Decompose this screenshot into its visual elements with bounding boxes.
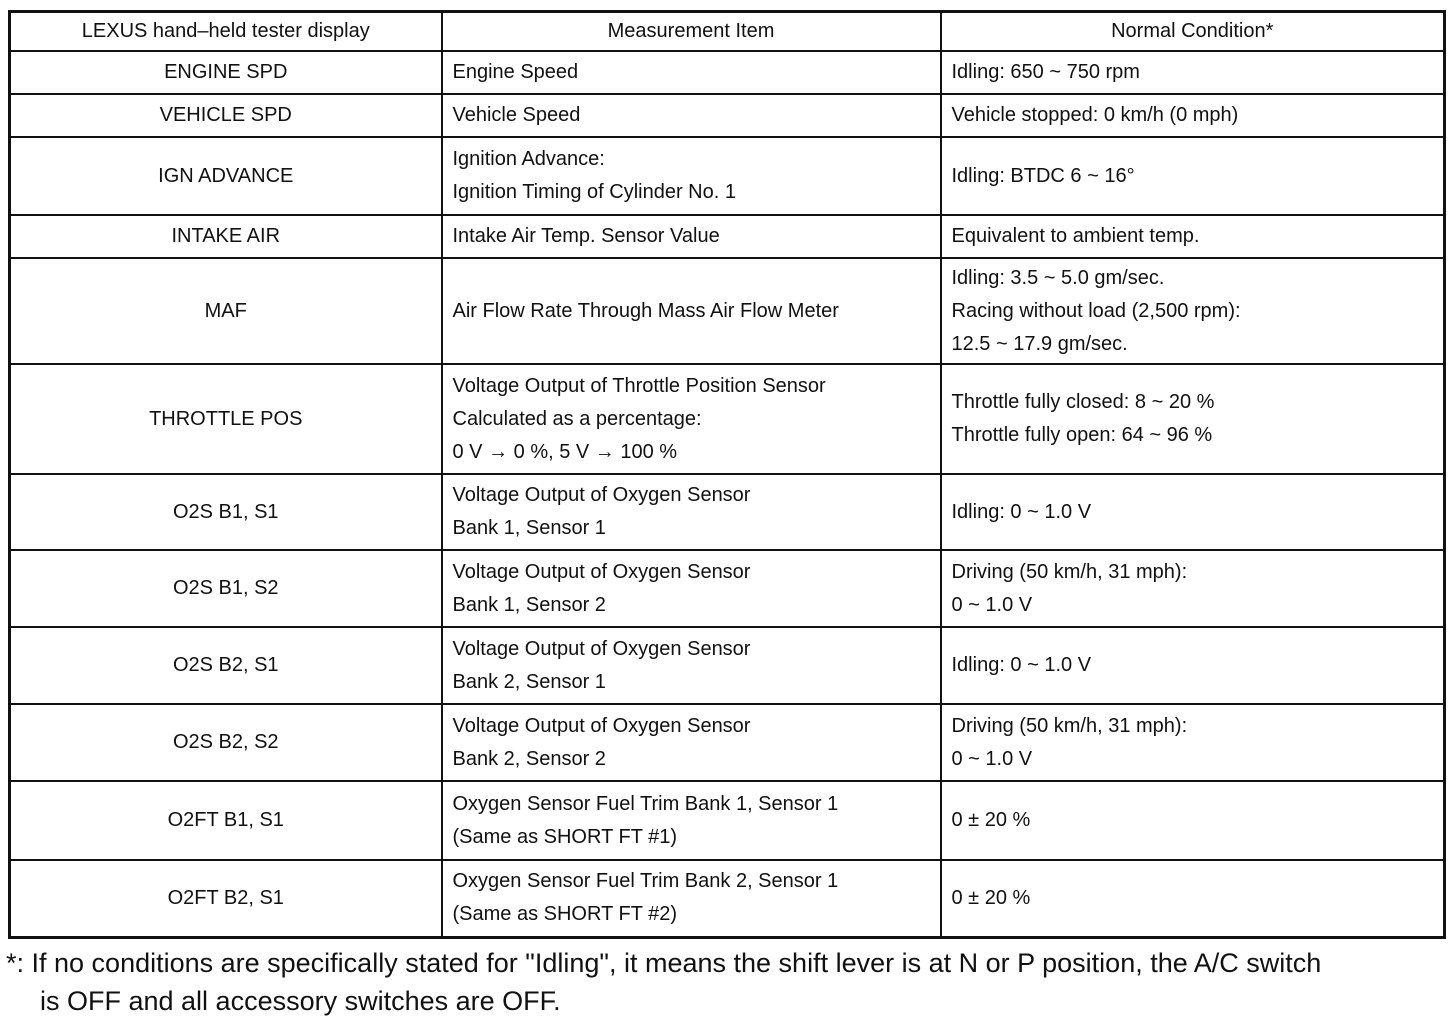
- measurement-item-cell: [442, 137, 941, 215]
- tester-display-cell: VEHICLE SPD: [10, 94, 442, 137]
- normal-condition-cell: [941, 215, 1445, 258]
- table-row: [10, 364, 1445, 474]
- normal-condition-cell: [941, 94, 1445, 137]
- table-row: [10, 215, 1445, 258]
- condition-line: Idling: 0 ~ 1.0 V: [951, 654, 1092, 676]
- normal-condition-cell: [941, 364, 1445, 474]
- table-row: [10, 474, 1445, 550]
- measurement-line: Oxygen Sensor Fuel Trim Bank 1, Sensor 1: [452, 792, 839, 815]
- condition-line: Vehicle stopped: 0 km/h (0 mph): [951, 104, 1239, 126]
- condition-line: Equivalent to ambient temp.: [951, 225, 1200, 247]
- measurement-line: 0 V → 0 %, 5 V → 100 %: [452, 440, 678, 463]
- tester-display-cell: INTAKE AIR: [10, 215, 442, 258]
- data-list-table: [8, 10, 1446, 939]
- table-row: [10, 627, 1445, 704]
- measurement-item-cell: [442, 258, 941, 364]
- normal-condition-cell: [941, 860, 1445, 937]
- measurement-line: Voltage Output of Oxygen Sensor: [452, 637, 751, 660]
- tester-display-cell: O2FT B1, S1: [10, 781, 442, 860]
- tester-display-cell: O2S B1, S2: [10, 550, 442, 627]
- measurement-line: Vehicle Speed: [452, 104, 581, 126]
- normal-condition-cell: [941, 627, 1445, 704]
- header-normal-condition: Normal Condition*: [941, 12, 1445, 52]
- measurement-line: Bank 1, Sensor 1: [452, 517, 606, 539]
- measurement-line: Oxygen Sensor Fuel Trim Bank 2, Sensor 1: [452, 870, 839, 893]
- measurement-line: Bank 2, Sensor 1: [452, 670, 606, 693]
- table-row: [10, 550, 1445, 627]
- measurement-line: Voltage Output of Throttle Position Sensor: [452, 374, 826, 397]
- header-tester-display: LEXUS hand–held tester display: [10, 12, 442, 52]
- condition-line: 0 ± 20 %: [951, 809, 1031, 831]
- table-row: [10, 258, 1445, 364]
- normal-condition-cell: [941, 704, 1445, 781]
- condition-line: 12.5 ~ 17.9 gm/sec.: [951, 332, 1128, 355]
- measurement-item-cell: [442, 94, 941, 137]
- condition-line: Idling: 0 ~ 1.0 V: [951, 500, 1092, 523]
- measurement-line: Ignition Timing of Cylinder No. 1: [452, 181, 736, 203]
- tester-display-cell: MAF: [10, 258, 442, 364]
- table-row: [10, 860, 1445, 937]
- normal-condition-cell: [941, 781, 1445, 860]
- measurement-item-cell: [442, 215, 941, 258]
- measurement-line: Bank 1, Sensor 2: [452, 593, 606, 616]
- condition-line: Idling: 3.5 ~ 5.0 gm/sec.: [951, 266, 1165, 289]
- tester-display-cell: THROTTLE POS: [10, 364, 442, 474]
- normal-condition-cell: [941, 550, 1445, 627]
- tester-display-cell: O2FT B2, S1: [10, 860, 442, 937]
- condition-line: 0 ± 20 %: [951, 886, 1031, 909]
- tester-display-cell: ENGINE SPD: [10, 51, 442, 94]
- table-row: [10, 137, 1445, 215]
- measurement-item-cell: [442, 781, 941, 860]
- measurement-line: (Same as SHORT FT #2): [452, 903, 678, 926]
- condition-line: Throttle fully closed: 8 ~ 20 %: [951, 391, 1215, 413]
- table-row: [10, 94, 1445, 137]
- footnote: [6, 944, 1451, 1020]
- tester-display-cell: O2S B2, S1: [10, 627, 442, 704]
- measurement-line: Bank 2, Sensor 2: [452, 747, 606, 770]
- footnote-line-2: is OFF and all accessory switches are OFF.: [40, 986, 561, 1016]
- measurement-item-cell: [442, 860, 941, 937]
- measurement-line: Voltage Output of Oxygen Sensor: [452, 714, 751, 737]
- tester-display-cell: O2S B1, S1: [10, 474, 442, 550]
- normal-condition-cell: [941, 474, 1445, 550]
- condition-line: Racing without load (2,500 rpm):: [951, 299, 1241, 322]
- normal-condition-cell: [941, 51, 1445, 94]
- measurement-line: (Same as SHORT FT #1): [452, 825, 678, 848]
- measurement-item-cell: [442, 704, 941, 781]
- normal-condition-cell: [941, 258, 1445, 364]
- measurement-line: Air Flow Rate Through Mass Air Flow Meter: [452, 299, 839, 322]
- table-header-row: [10, 12, 1445, 52]
- normal-condition-cell: [941, 137, 1445, 215]
- tester-display-cell: O2S B2, S2: [10, 704, 442, 781]
- condition-line: Idling: BTDC 6 ~ 16°: [951, 164, 1135, 187]
- table-body: [10, 51, 1445, 937]
- measurement-line: Intake Air Temp. Sensor Value: [452, 225, 720, 247]
- condition-line: Driving (50 km/h, 31 mph):: [951, 560, 1188, 583]
- tester-display-cell: IGN ADVANCE: [10, 137, 442, 215]
- measurement-item-cell: [442, 627, 941, 704]
- footnote-line-1: *: If no conditions are specifically stated for "Idling", it means the shift lever is at N or P position, the A/C switch: [6, 948, 1322, 978]
- measurement-item-cell: [442, 364, 941, 474]
- measurement-line: Engine Speed: [452, 61, 579, 83]
- measurement-line: Voltage Output of Oxygen Sensor: [452, 484, 751, 506]
- header-measurement-item: Measurement Item: [442, 12, 941, 52]
- table-row: [10, 704, 1445, 781]
- condition-line: 0 ~ 1.0 V: [951, 593, 1033, 616]
- table-row: [10, 781, 1445, 860]
- condition-line: Idling: 650 ~ 750 rpm: [951, 61, 1140, 83]
- table-row: [10, 51, 1445, 94]
- measurement-line: Calculated as a percentage:: [452, 407, 702, 430]
- condition-line: Throttle fully open: 64 ~ 96 %: [951, 424, 1213, 446]
- measurement-line: Voltage Output of Oxygen Sensor: [452, 560, 751, 583]
- measurement-item-cell: [442, 474, 941, 550]
- condition-line: 0 ~ 1.0 V: [951, 747, 1033, 770]
- condition-line: Driving (50 km/h, 31 mph):: [951, 714, 1188, 737]
- measurement-item-cell: [442, 51, 941, 94]
- measurement-line: Ignition Advance:: [452, 148, 605, 170]
- measurement-item-cell: [442, 550, 941, 627]
